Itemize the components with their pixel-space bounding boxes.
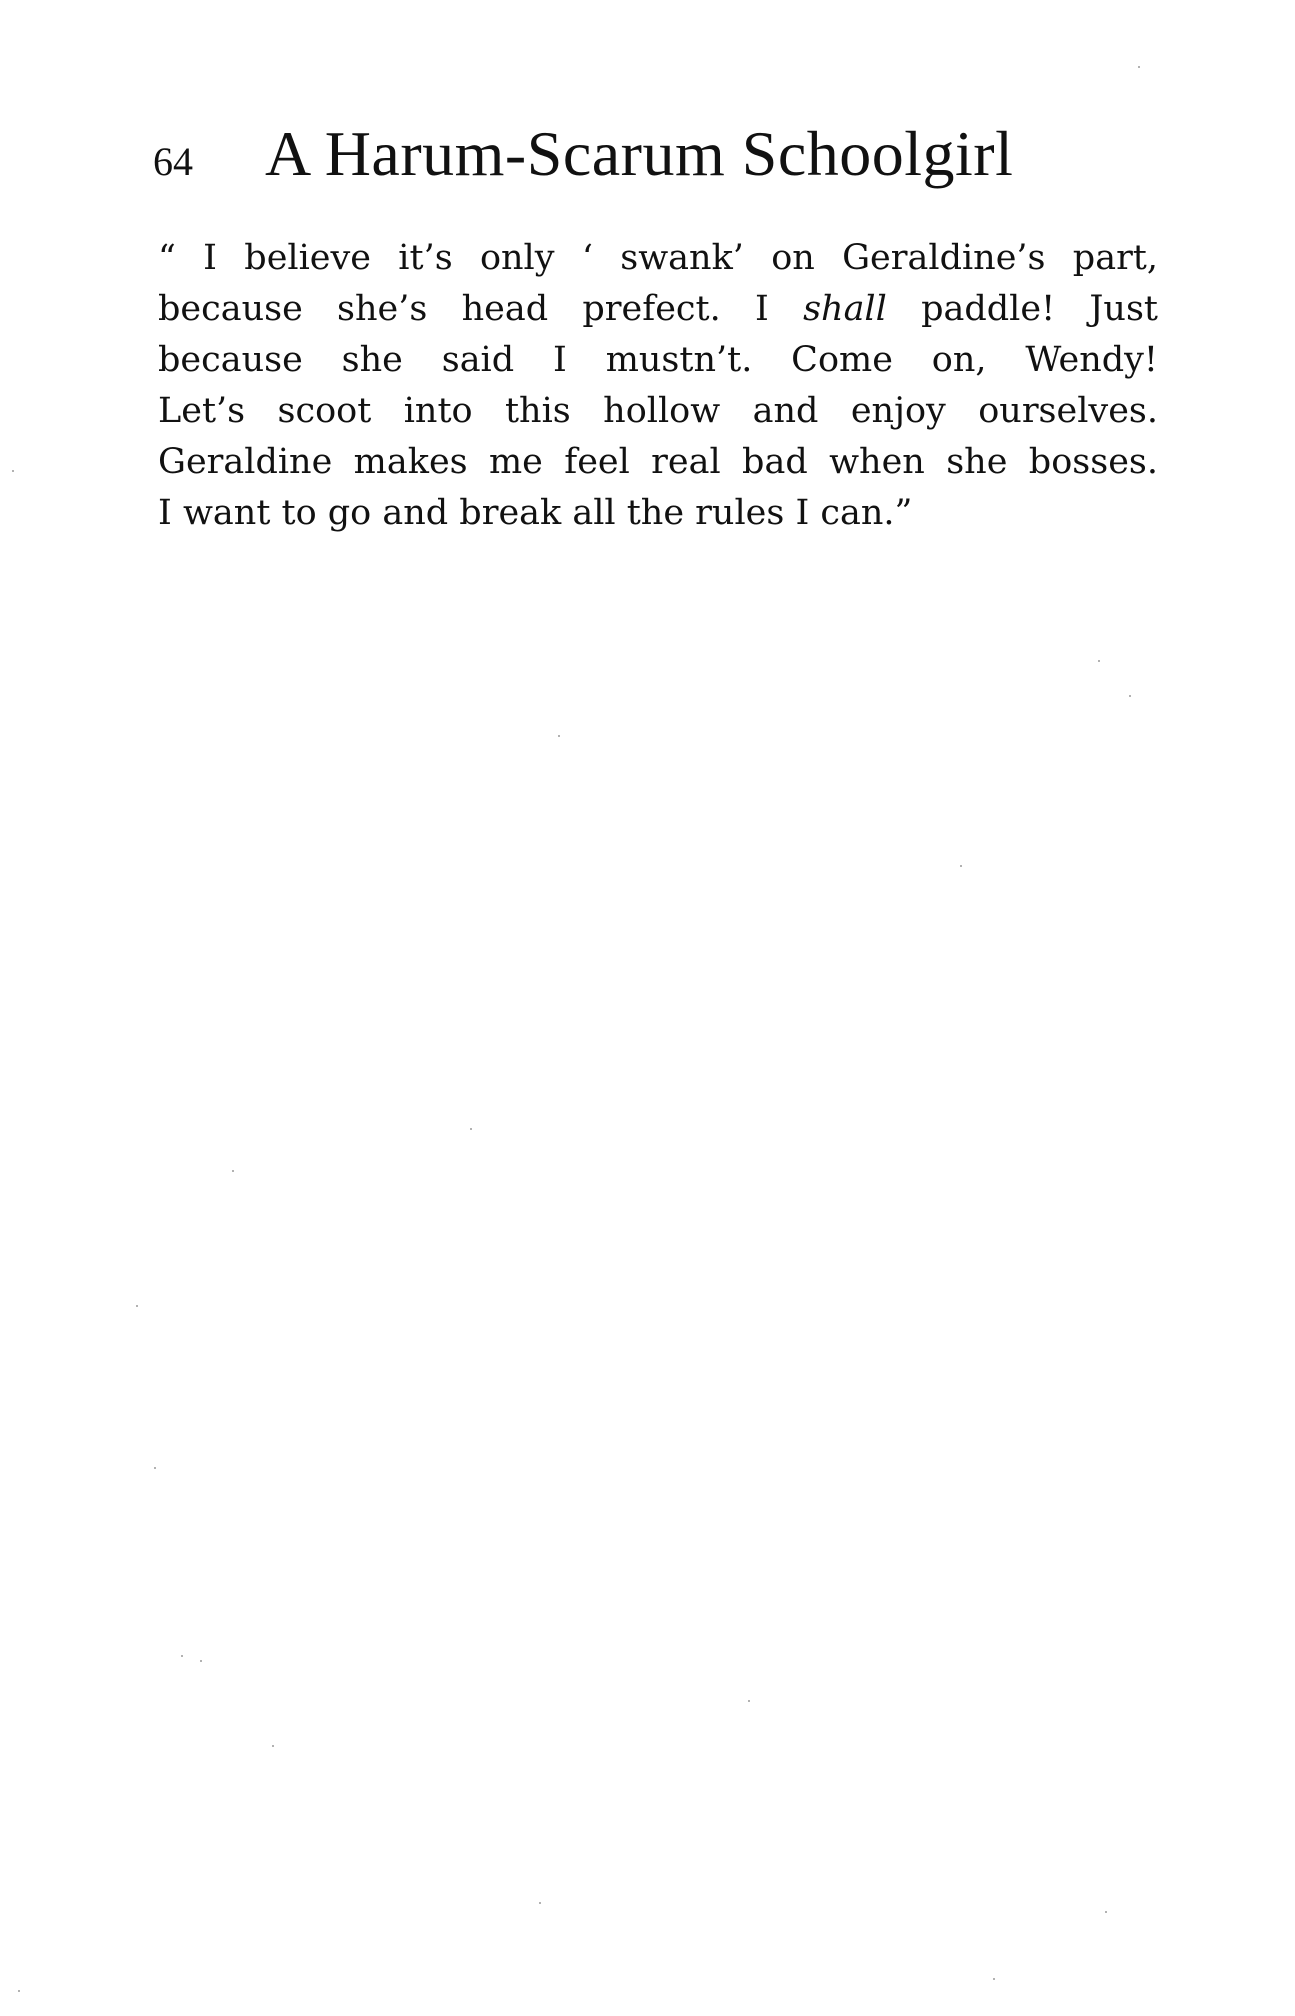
paper-speck [1098, 660, 1100, 662]
paper-speck [1105, 1911, 1107, 1913]
text-line: Let’s scoot into this hollow and enjoy ourselves. [158, 391, 1158, 431]
paper-speck [1138, 66, 1140, 68]
paper-speck [154, 1467, 156, 1469]
paper-speck [200, 1660, 202, 1662]
page-number: 64 [153, 139, 193, 184]
emphasized-word: shall [803, 289, 887, 329]
text-line: Geraldine makes me feel real bad when she bosses. [158, 442, 1158, 482]
paper-speck [539, 1902, 541, 1904]
paper-speck [993, 1978, 995, 1980]
text-line: because she’s head prefect. I shall paddle! Just [158, 289, 1158, 329]
text-line: I want to go and break all the rules I can.” [158, 493, 913, 533]
text-line: “ I believe it’s only ‘ swank’ on Geraldine’s part, [158, 238, 1158, 278]
paper-speck [960, 865, 962, 867]
running-title: A Harum-Scarum Schoolgirl [265, 118, 1014, 189]
paper-speck [181, 1655, 183, 1657]
paper-speck [272, 1745, 274, 1747]
paper-speck [12, 470, 14, 472]
paper-speck [558, 735, 560, 737]
body-paragraph [158, 233, 1158, 539]
paper-speck [1129, 695, 1131, 697]
paper-speck [18, 1990, 20, 1992]
page-header [153, 118, 1153, 202]
paper-speck [232, 1170, 234, 1172]
paper-speck [470, 1128, 472, 1130]
paper-speck [136, 1305, 138, 1307]
paper-speck [748, 1700, 750, 1702]
text-line: because she said I mustn’t. Come on, Wendy! [158, 340, 1158, 380]
